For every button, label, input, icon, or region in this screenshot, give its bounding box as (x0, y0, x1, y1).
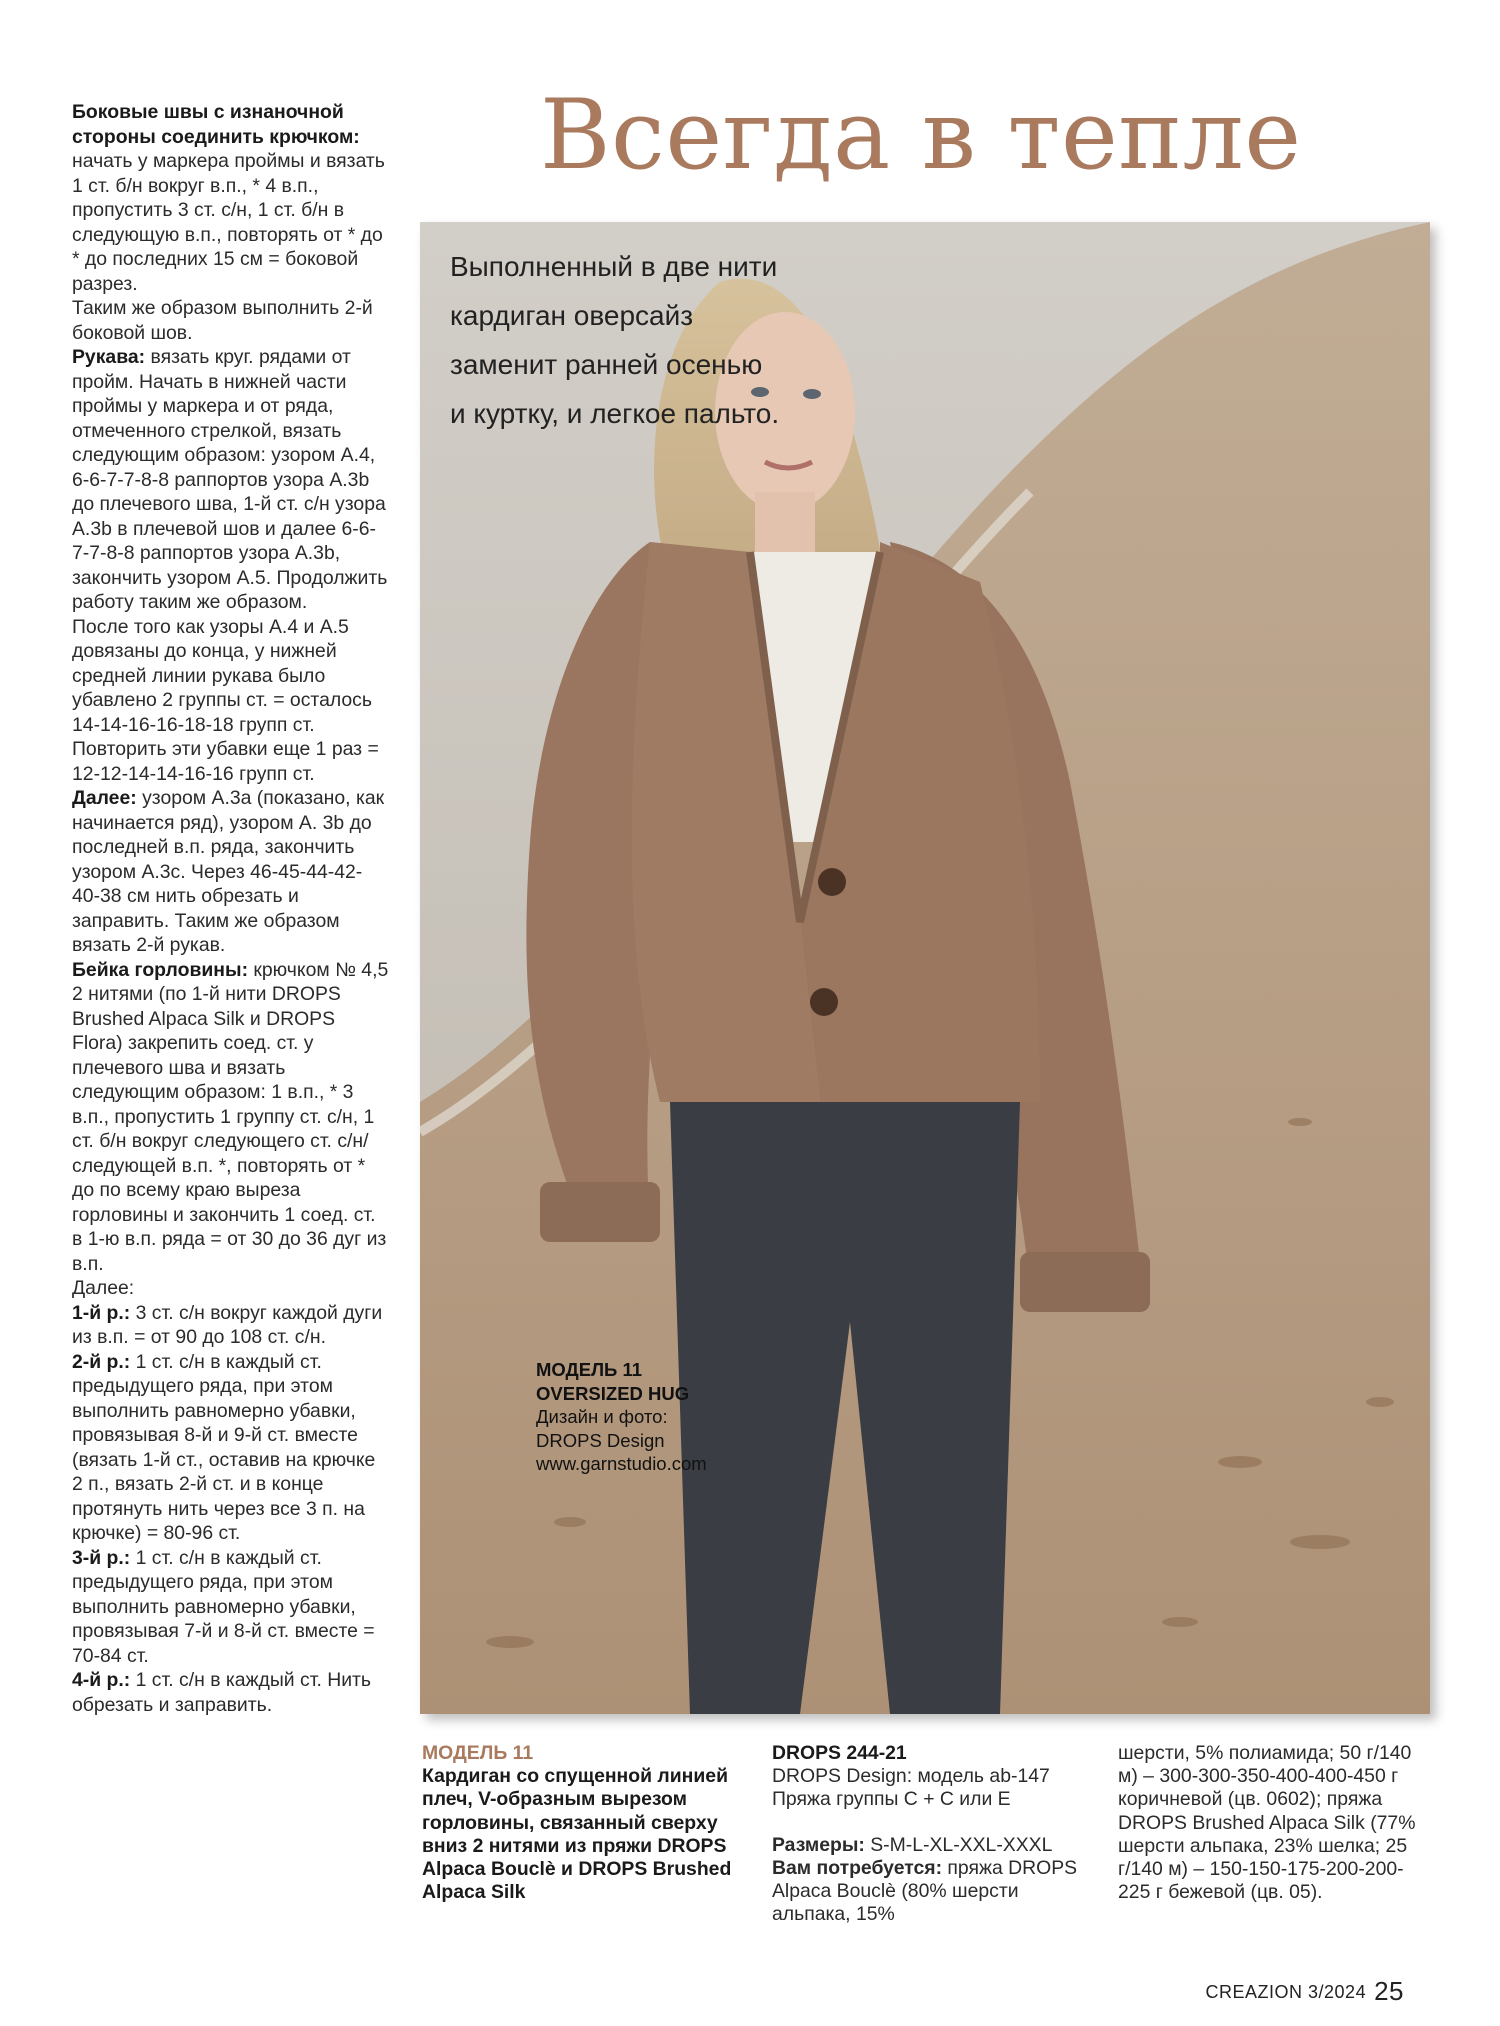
sizes-line (772, 1834, 1082, 1857)
materials-label: Вам потребуется: (772, 1856, 943, 1879)
instruction-text: Таким же образом выполнить 2-й боковой шов. (72, 297, 373, 344)
instruction-paragraph (72, 345, 390, 615)
drops-design-line: DROPS Design: модель ab-147 (772, 1765, 1050, 1788)
button-1 (818, 868, 846, 896)
instruction-text: вязать круг. рядами от пройм. Начать в нижней части проймы у маркера и от ряда, отмеченного стрелкой, вязать следующим образом: узором A.4, 6-6-7-7-8-8 раппортов узора A.3b до плечевого шва, 1-й ст. с/н узора A.3b в плечевой шов и далее 6-6-7-7-8-8 раппортов узора A.3b, закончить узором A.5. Продолжить работу таким же образом. (72, 346, 388, 613)
instruction-text: После того как узоры A.4 и A.5 довязаны до конца, у нижней средней линии рукава было убавлено 2 группы ст. = осталось 14-14-16-16-18-18 групп ст. (72, 615, 372, 736)
instruction-heading: Боковые швы с изнаночной стороны соединить крючком: (72, 101, 360, 148)
page-title: Всегда в тепле (540, 79, 1302, 191)
model-description: Кардиган со спущенной линией плеч, V-образным вырезом горловины, связанный сверху вниз 2 нитями из пряжи DROPS Alpaca Bouclè и DROPS Brushed Alpaca Silk (422, 1765, 732, 1904)
instruction-text: крючком № 4,5 2 нитями (по 1-й нити DROPS Brushed Alpaca Silk и DROPS Flora) закрепить соед. ст. у плечевого шва и вязать следующим образом: 1 в.п., * 3 в.п., пропустить 1 группу ст. с/н, 1 ст. б/н вокруг следующего ст. с/н/следующей в.п. *, повторять от * до по всему краю выреза горловины и закончить 1 соед. ст. в 1-ю в.п. ряда = от 30 до 36 дуг из в.п. (72, 958, 389, 1275)
button-2 (810, 988, 838, 1016)
instructions-column (72, 100, 390, 1717)
caption-model-name: OVERSIZED HUG (536, 1382, 690, 1404)
page-number: 25 (1374, 1976, 1404, 2006)
instruction-text: 1 ст. с/н в каждый ст. предыдущего ряда, при этом выполнить равномерно убавки, провязывая 8-й и 9-й ст. вместе (вязать 1-й ст., оставив на крючке 2 п., вязать 2-й ст. и в конце протянуть нить через все 3 п. на крючке) = 80-96 ст. (72, 1350, 376, 1544)
instruction-heading: 3-й р.: (72, 1546, 131, 1569)
instruction-paragraph (72, 958, 390, 1277)
instruction-text: Далее: (72, 1277, 135, 1299)
caption-credit-brand: DROPS Design (536, 1429, 665, 1451)
right-cuff (1020, 1252, 1150, 1312)
yarn-details: шерсти, 5% полиамида; 50 г/140 м) – 300-300-350-400-400-450 г коричневой (цв. 0602); пряжа DROPS Brushed Alpaca Silk (77% шерсти альпака, 23% шелка; 25 г/140 м) – 150-150-175-200-200-225 г бежевой (цв. 05). (1118, 1742, 1416, 1904)
instruction-paragraph (72, 615, 390, 738)
yarn-group-line: Пряжа группы C + C или E (772, 1788, 1011, 1811)
sizes-label: Размеры: (772, 1833, 865, 1856)
photo-illustration (420, 222, 1430, 1714)
instruction-text: 3 ст. с/н вокруг каждой дуги из в.п. = от 90 до 108 ст. с/н. (72, 1301, 383, 1348)
sizes-value: S-M-L-XL-XXL-XXXL (864, 1833, 1053, 1856)
model-description-block (422, 1742, 742, 1904)
instruction-paragraph (72, 737, 390, 786)
instruction-text: начать у маркера проймы и вязать 1 ст. б/н вокруг в.п., * 4 в.п., пропустить 3 ст. с/н, 1 ст. б/н в следующую в.п., повторять от * до * до последних 15 см = боковой разрез. (72, 150, 385, 295)
left-cuff (540, 1182, 660, 1242)
instruction-paragraph (72, 296, 390, 345)
yarn-details-block (1118, 1742, 1418, 1904)
photo-quote: Выполненный в две нити кардиган оверсайз заменит ранней осенью и куртку, и легкое пальто. (450, 251, 780, 429)
instruction-text: Повторить эти убавки еще 1 раз = 12-12-14-14-16-16 групп ст. (72, 738, 379, 785)
instruction-heading: 1-й р.: (72, 1301, 131, 1324)
magazine-issue: CREAZION 3/2024 (1205, 1982, 1367, 2002)
instruction-heading: Далее: (72, 787, 137, 809)
caption-credit-label: Дизайн и фото: (536, 1406, 668, 1427)
instruction-paragraph (72, 1668, 390, 1717)
instruction-heading: Рукава: (72, 346, 146, 368)
instruction-paragraph (72, 786, 390, 958)
instruction-paragraph (72, 1301, 390, 1350)
instruction-heading: 4-й р.: (72, 1669, 131, 1691)
instruction-paragraph (72, 1350, 390, 1546)
model-photo (420, 222, 1430, 1714)
instruction-text: 1 ст. с/н в каждый ст. предыдущего ряда, при этом выполнить равномерно убавки, провязывая 7-й и 8-й ст. вместе = 70-84 ст. (72, 1546, 375, 1667)
caption-website: www.garnstudio.com (536, 1453, 707, 1474)
photo-caption (536, 1358, 776, 1476)
caption-model-number: МОДЕЛЬ 11 (536, 1359, 643, 1380)
materials-value: пряжа DROPS Alpaca Bouclè (80% шерсти альпака, 15% (772, 1856, 1078, 1926)
materials-line (772, 1857, 1082, 1927)
page-footer (1206, 1976, 1404, 2007)
instruction-paragraph (72, 1546, 390, 1669)
instruction-heading: Бейка горловины: (72, 958, 249, 981)
drops-info-block (772, 1742, 1082, 1926)
instruction-text: узором A.3a (показано, как начинается ряд), узором A. 3b до последней в.п. ряда, закончить узором A.3c. Через 46-45-44-42-40-38 см нить обрезать и заправить. Таким же образом вязать 2-й рукав. (72, 787, 385, 956)
instruction-text: 1 ст. с/н в каждый ст. Нить обрезать и заправить. (72, 1669, 372, 1716)
instruction-heading: 2-й р.: (72, 1350, 131, 1373)
instruction-paragraph (72, 1276, 390, 1301)
instruction-paragraph (72, 100, 390, 296)
drops-code: DROPS 244-21 (772, 1742, 907, 1764)
model-label: МОДЕЛЬ 11 (422, 1742, 534, 1764)
